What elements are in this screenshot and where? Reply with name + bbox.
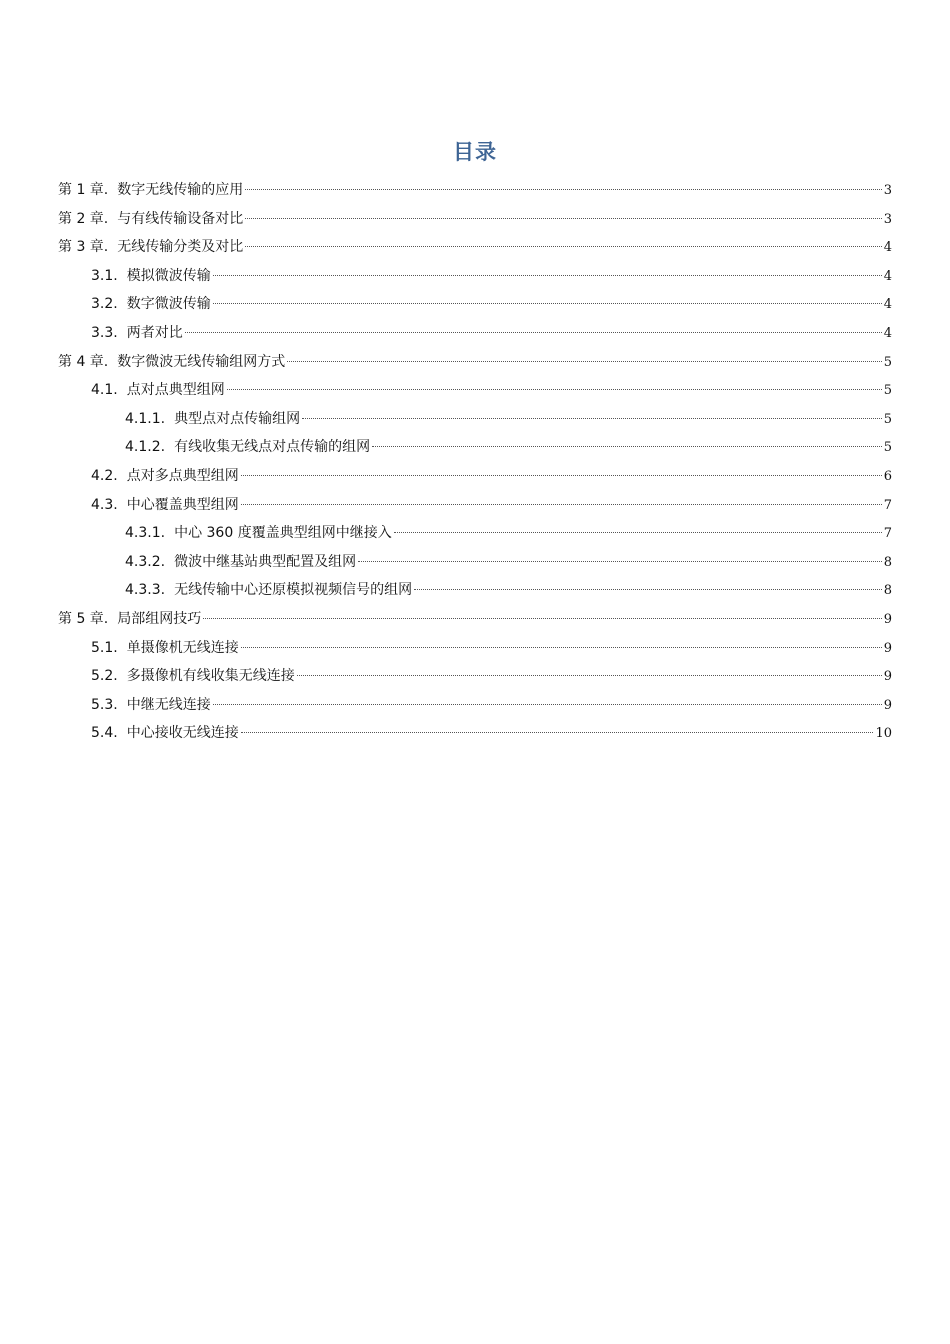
- toc-entry[interactable]: [58, 433, 892, 462]
- toc-entry-title: 中继无线连接: [126, 696, 211, 713]
- toc-entry-title: 数字微波传输: [126, 296, 211, 313]
- toc-entry-title: 中心覆盖典型组网: [126, 496, 239, 513]
- toc-entry-title: 点对点典型组网: [126, 382, 225, 399]
- toc-entry-title: 中心 360 度覆盖典型组网中继接入: [174, 525, 392, 542]
- toc-dot-leader: [297, 675, 882, 676]
- toc-entry[interactable]: [58, 205, 892, 234]
- toc-dot-leader: [245, 189, 881, 190]
- toc-entry-page-number: 10: [875, 726, 892, 742]
- toc-entry-number: 4.1.2.: [125, 439, 166, 456]
- toc-title: 目录: [453, 140, 497, 164]
- toc-entry-number: 3.3.: [91, 324, 118, 341]
- toc-entry[interactable]: [58, 290, 892, 319]
- toc-entry[interactable]: [58, 233, 892, 262]
- toc-entry-page-number: 3: [883, 211, 892, 227]
- toc-entry-number: 4.3.2.: [125, 553, 166, 570]
- toc-entry-number: 第 2 章.: [58, 210, 109, 227]
- toc-entry-title: 中心接收无线连接: [126, 725, 239, 742]
- toc-entry-page-number: 5: [883, 354, 892, 370]
- toc-entry[interactable]: [58, 576, 892, 605]
- toc-entry-page-number: 9: [883, 669, 892, 685]
- toc-entry-title: 多摄像机有线收集无线连接: [126, 668, 295, 685]
- toc-entry-number: 3.2.: [91, 296, 118, 313]
- toc-entry-number: 3.1.: [91, 267, 118, 284]
- toc-entry-title: 微波中继基站典型配置及组网: [174, 553, 357, 570]
- toc-entry-page-number: 4: [883, 297, 892, 313]
- toc-dot-leader: [241, 732, 874, 733]
- toc-entry[interactable]: [58, 548, 892, 577]
- toc-dot-leader: [227, 389, 882, 390]
- toc-entry[interactable]: [58, 462, 892, 491]
- toc-entry-page-number: 4: [883, 268, 892, 284]
- toc-entry-number: 4.3.1.: [125, 525, 166, 542]
- toc-dot-leader: [213, 303, 882, 304]
- toc-entry-number: 第 5 章.: [58, 610, 109, 627]
- toc-dot-leader: [302, 418, 882, 419]
- toc-entry-page-number: 8: [883, 554, 892, 570]
- toc-dot-leader: [241, 475, 882, 476]
- toc-entry-number: 4.2.: [91, 467, 118, 484]
- toc-entry-page-number: 9: [883, 640, 892, 656]
- toc-entry-page-number: 6: [883, 468, 892, 484]
- toc-dot-leader: [213, 704, 882, 705]
- toc-dot-leader: [394, 532, 882, 533]
- toc-entry[interactable]: [58, 662, 892, 691]
- toc-entry-number: 第 1 章.: [58, 182, 109, 198]
- toc-dot-leader: [241, 504, 882, 505]
- toc-dot-leader: [185, 332, 882, 333]
- toc-entry-page-number: 5: [883, 383, 892, 399]
- toc-entry-number: 4.1.: [91, 382, 118, 399]
- toc-entry-page-number: 5: [883, 411, 892, 427]
- toc-entry-title: 两者对比: [126, 324, 183, 341]
- toc-entry-title: 数字无线传输的应用: [117, 182, 244, 198]
- toc-dot-leader: [245, 218, 881, 219]
- toc-entry[interactable]: [58, 262, 892, 291]
- toc-entry-number: 5.2.: [91, 668, 118, 685]
- toc-entry-page-number: 9: [883, 611, 892, 627]
- toc-dot-leader: [241, 647, 882, 648]
- toc-entry[interactable]: [58, 691, 892, 720]
- toc-entry-title: 模拟微波传输: [126, 267, 211, 284]
- toc-entry-number: 4.3.: [91, 496, 118, 513]
- toc-entry-number: 5.4.: [91, 725, 118, 742]
- toc-entry-page-number: 3: [883, 183, 892, 198]
- toc-dot-leader: [358, 561, 882, 562]
- toc-entry[interactable]: [58, 405, 892, 434]
- toc-entry-page-number: 9: [883, 697, 892, 713]
- toc-dot-leader: [213, 275, 882, 276]
- toc-entry[interactable]: [58, 719, 892, 748]
- table-of-contents: [58, 176, 892, 748]
- toc-entry-title: 数字微波无线传输组网方式: [117, 353, 286, 370]
- toc-entry-page-number: 5: [883, 440, 892, 456]
- toc-entry-page-number: 4: [883, 325, 892, 341]
- toc-entry[interactable]: [58, 176, 892, 205]
- toc-dot-leader: [287, 361, 881, 362]
- toc-entry-title: 单摄像机无线连接: [126, 639, 239, 656]
- toc-entry[interactable]: [58, 634, 892, 663]
- toc-entry[interactable]: [58, 319, 892, 348]
- toc-entry-title: 典型点对点传输组网: [174, 410, 301, 427]
- toc-entry-title: 点对多点典型组网: [126, 467, 239, 484]
- toc-dot-leader: [203, 618, 881, 619]
- toc-entry-number: 第 3 章.: [58, 239, 109, 256]
- toc-entry-number: 5.1.: [91, 639, 118, 656]
- toc-entry-title: 有线收集无线点对点传输的组网: [174, 439, 371, 456]
- toc-entry-title: 无线传输分类及对比: [117, 239, 244, 256]
- toc-entry-number: 4.3.3.: [125, 582, 166, 599]
- toc-entry-title: 与有线传输设备对比: [117, 210, 244, 227]
- toc-entry-page-number: 4: [883, 240, 892, 256]
- toc-entry[interactable]: [58, 376, 892, 405]
- toc-entry-number: 4.1.1.: [125, 410, 166, 427]
- toc-entry-page-number: 7: [883, 526, 892, 542]
- toc-entry-number: 5.3.: [91, 696, 118, 713]
- toc-dot-leader: [245, 246, 881, 247]
- toc-dot-leader: [414, 589, 882, 590]
- toc-entry-title: 无线传输中心还原模拟视频信号的组网: [174, 582, 413, 599]
- toc-entry-page-number: 8: [883, 583, 892, 599]
- toc-entry[interactable]: [58, 491, 892, 520]
- toc-entry-page-number: 7: [883, 497, 892, 513]
- toc-dot-leader: [372, 446, 882, 447]
- toc-entry[interactable]: [58, 348, 892, 377]
- toc-entry[interactable]: [58, 605, 892, 634]
- toc-entry[interactable]: [58, 519, 892, 548]
- toc-entry-number: 第 4 章.: [58, 353, 109, 370]
- toc-entry-title: 局部组网技巧: [117, 610, 202, 627]
